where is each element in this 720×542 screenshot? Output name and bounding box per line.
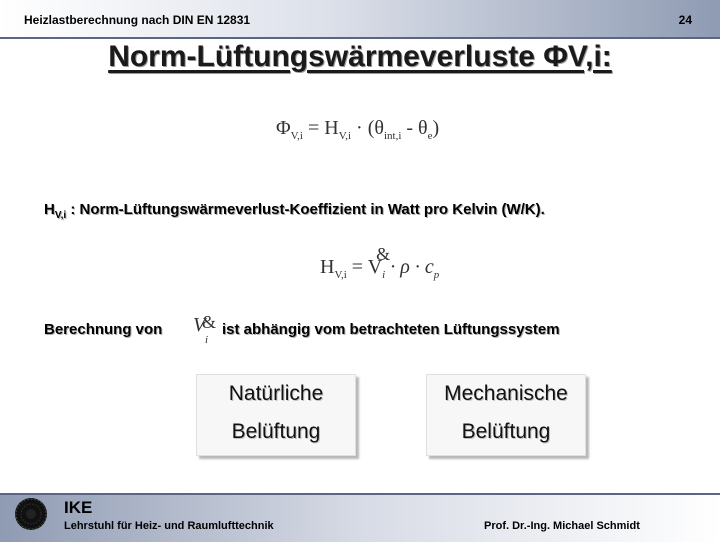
- institute-name: IKE: [64, 498, 93, 517]
- ventilation-loss-formula: [276, 117, 439, 142]
- calc-v: V: [193, 314, 206, 336]
- formula1-phi: Φ: [276, 117, 291, 139]
- definition-text: : Norm-Lüftungswärmeverlust-Koeffizient in Watt pro Kelvin (W/K).: [66, 201, 545, 218]
- natural-ventilation-line1: Natürliche: [228, 382, 324, 405]
- formula2-dot: &: [376, 244, 391, 264]
- natural-ventilation-line2: Belüftung: [231, 420, 321, 443]
- header-title: Heizlastberechnung nach DIN EN 12831: [24, 13, 251, 27]
- university-seal-icon: [14, 497, 48, 531]
- mechanical-ventilation-box[interactable]: [426, 374, 586, 456]
- definition-symbol: H: [44, 201, 55, 218]
- calculation-suffix: ist abhängig vom betrachteten Lüftungssystem: [222, 321, 560, 338]
- formula1-theta-int-sub: int,i: [383, 130, 402, 142]
- page-number: 24: [678, 13, 692, 27]
- formula1-eq: = H: [302, 117, 339, 139]
- definition-symbol-sub: V,i: [54, 210, 67, 221]
- formula1-mid: · (θ: [351, 117, 384, 139]
- formula1-phi-sub: V,i: [290, 130, 303, 142]
- formula1-minus: - θ: [401, 117, 428, 139]
- mechanical-ventilation-line2: Belüftung: [461, 420, 551, 443]
- formula1-theta-e-sub: e: [427, 130, 433, 142]
- calc-dot: &: [202, 312, 217, 332]
- slide-title: Norm-Lüftungswärmeverluste ΦV,i:: [108, 40, 612, 73]
- coefficient-formula: [320, 244, 440, 281]
- formula1-close: ): [432, 117, 440, 139]
- formula2-v-sub: i: [382, 269, 386, 281]
- coefficient-definition: [44, 201, 545, 221]
- natural-ventilation-box[interactable]: [196, 374, 356, 456]
- formula2-eq: = V: [346, 256, 383, 278]
- formula2-h-sub: V,i: [334, 269, 347, 281]
- footer-bar: [0, 493, 720, 542]
- formula2-rest: · ρ · c: [390, 256, 434, 278]
- calculation-prefix: Berechnung von: [44, 321, 163, 338]
- formula2-c-sub: p: [433, 269, 440, 281]
- volume-flow-symbol: [193, 312, 217, 346]
- mechanical-ventilation-line1: Mechanische: [444, 382, 568, 405]
- professor-name: Prof. Dr.-Ing. Michael Schmidt: [484, 520, 640, 532]
- formula1-h-sub: V,i: [338, 130, 352, 142]
- formula2-h: H: [320, 256, 335, 278]
- chair-name: Lehrstuhl für Heiz- und Raumlufttechnik: [64, 520, 274, 532]
- calc-v-sub: i: [205, 334, 209, 346]
